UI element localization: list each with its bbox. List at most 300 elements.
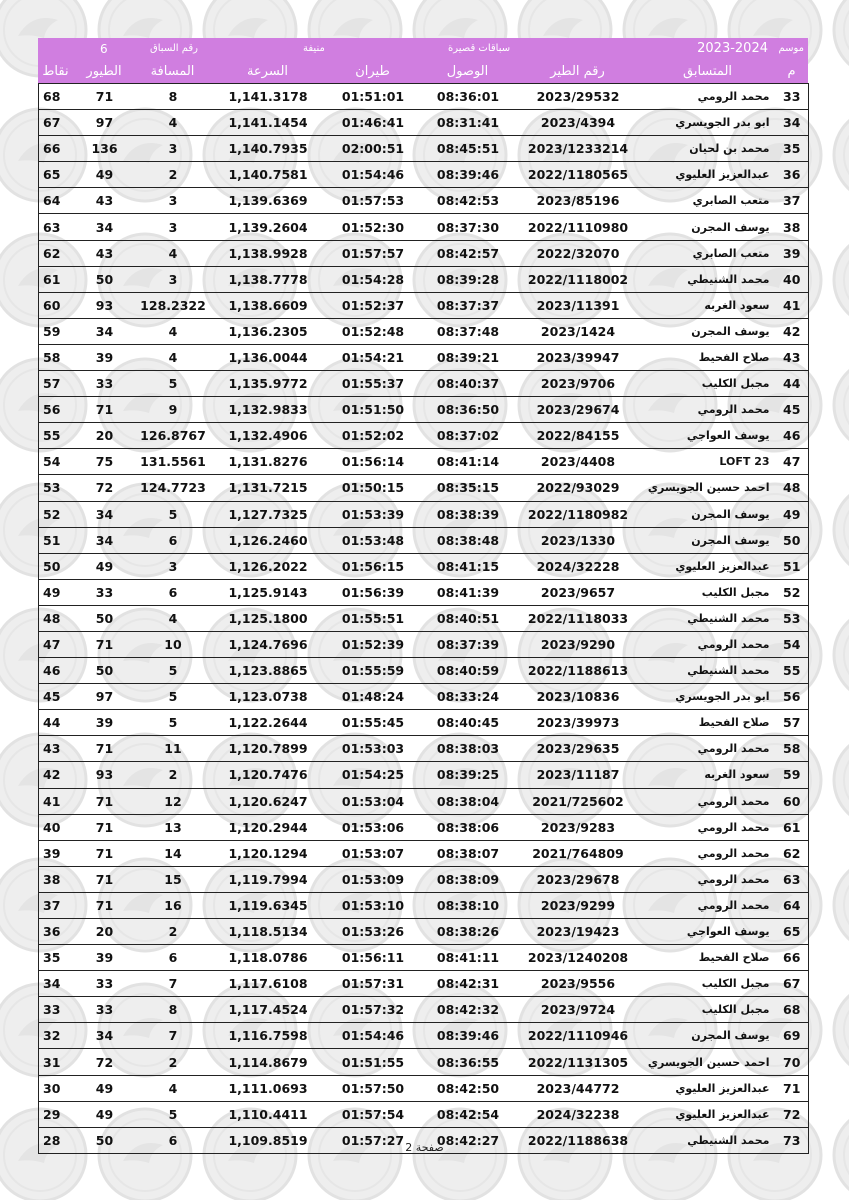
distance-cell: 3 xyxy=(136,136,211,162)
distance-cell: 12 xyxy=(136,788,211,814)
distance-cell: 2 xyxy=(136,1049,211,1075)
rank-cell: 72 xyxy=(776,1101,809,1127)
points-cell: 64 xyxy=(39,188,74,214)
competitor-cell: محمد الرومي xyxy=(641,892,776,918)
birds-cell: 33 xyxy=(74,371,136,397)
rank-cell: 61 xyxy=(776,814,809,840)
ring-number-cell: 2023/4394 xyxy=(516,110,641,136)
speed-cell: 1,125.9143 xyxy=(211,579,326,605)
distance-cell: 5 xyxy=(136,1101,211,1127)
race-type: سباقات قصيرة xyxy=(448,43,511,54)
table-row xyxy=(39,1101,809,1127)
rank-cell: 41 xyxy=(776,292,809,318)
table-row xyxy=(39,475,809,501)
points-cell: 68 xyxy=(39,84,74,110)
ring-number-cell: 2023/44772 xyxy=(516,1075,641,1101)
arrival-cell: 08:36:50 xyxy=(421,397,516,423)
ring-number-cell: 2022/1118033 xyxy=(516,605,641,631)
race-number: 6 xyxy=(100,42,108,56)
points-cell: 49 xyxy=(39,579,74,605)
competitor-cell: يوسف المجرن xyxy=(641,214,776,240)
col-header-flight: طيران xyxy=(355,64,390,79)
ring-number-cell: 2023/10836 xyxy=(516,684,641,710)
birds-cell: 71 xyxy=(74,788,136,814)
arrival-cell: 08:38:09 xyxy=(421,866,516,892)
arrival-cell: 08:40:51 xyxy=(421,605,516,631)
col-header-ring: رقم الطير xyxy=(550,64,605,79)
flight-time-cell: 01:55:45 xyxy=(326,710,421,736)
arrival-cell: 08:42:27 xyxy=(421,1127,516,1153)
competitor-cell: احمد حسين الجويسري xyxy=(641,475,776,501)
speed-cell: 1,120.7476 xyxy=(211,762,326,788)
table-row xyxy=(39,658,809,684)
distance-cell: 6 xyxy=(136,579,211,605)
distance-cell: 16 xyxy=(136,892,211,918)
speed-cell: 1,123.8865 xyxy=(211,658,326,684)
rank-cell: 71 xyxy=(776,1075,809,1101)
rank-cell: 62 xyxy=(776,840,809,866)
speed-cell: 1,119.6345 xyxy=(211,892,326,918)
speed-cell: 1,138.6609 xyxy=(211,292,326,318)
birds-cell: 33 xyxy=(74,997,136,1023)
table-row xyxy=(39,919,809,945)
location: منيفة xyxy=(303,43,325,54)
ring-number-cell: 2023/9299 xyxy=(516,892,641,918)
distance-cell: 8 xyxy=(136,997,211,1023)
col-header-idx: م xyxy=(787,64,796,79)
rank-cell: 42 xyxy=(776,318,809,344)
col-header-speed: السرعة xyxy=(246,64,289,79)
table-row xyxy=(39,762,809,788)
ring-number-cell: 2023/85196 xyxy=(516,188,641,214)
results-body xyxy=(39,84,809,1154)
flight-time-cell: 01:52:02 xyxy=(326,423,421,449)
speed-cell: 1,127.7325 xyxy=(211,501,326,527)
competitor-cell: يوسف المجرن xyxy=(641,1023,776,1049)
birds-cell: 20 xyxy=(74,919,136,945)
competitor-cell: سعود الغربه xyxy=(641,762,776,788)
arrival-cell: 08:38:48 xyxy=(421,527,516,553)
table-row xyxy=(39,579,809,605)
speed-cell: 1,109.8519 xyxy=(211,1127,326,1153)
season-value: 2023-2024 xyxy=(697,41,768,56)
results-table xyxy=(38,83,809,1154)
speed-cell: 1,116.7598 xyxy=(211,1023,326,1049)
distance-cell: 5 xyxy=(136,501,211,527)
speed-cell: 1,136.0044 xyxy=(211,344,326,370)
birds-cell: 50 xyxy=(74,1127,136,1153)
table-row xyxy=(39,527,809,553)
birds-cell: 34 xyxy=(74,214,136,240)
distance-cell: 2 xyxy=(136,162,211,188)
competitor-cell: صلاح الفحيط xyxy=(641,344,776,370)
points-cell: 61 xyxy=(39,266,74,292)
rank-cell: 46 xyxy=(776,423,809,449)
competitor-cell: مجبل الكليب xyxy=(641,997,776,1023)
arrival-cell: 08:38:06 xyxy=(421,814,516,840)
distance-cell: 4 xyxy=(136,605,211,631)
page-number: صفحة 2 xyxy=(405,1141,444,1154)
competitor-cell: محمد الرومي xyxy=(641,397,776,423)
flight-time-cell: 01:53:04 xyxy=(326,788,421,814)
birds-cell: 71 xyxy=(74,866,136,892)
flight-time-cell: 01:54:46 xyxy=(326,162,421,188)
table-row xyxy=(39,371,809,397)
speed-cell: 1,120.2944 xyxy=(211,814,326,840)
rank-cell: 38 xyxy=(776,214,809,240)
speed-cell: 1,141.3178 xyxy=(211,84,326,110)
birds-cell: 71 xyxy=(74,84,136,110)
arrival-cell: 08:45:51 xyxy=(421,136,516,162)
birds-cell: 34 xyxy=(74,318,136,344)
birds-cell: 49 xyxy=(74,162,136,188)
table-row xyxy=(39,1049,809,1075)
col-header-points: نقاط xyxy=(42,64,69,79)
arrival-cell: 08:42:57 xyxy=(421,240,516,266)
rank-cell: 56 xyxy=(776,684,809,710)
ring-number-cell: 2023/29532 xyxy=(516,84,641,110)
ring-number-cell: 2021/764809 xyxy=(516,840,641,866)
flight-time-cell: 01:57:27 xyxy=(326,1127,421,1153)
distance-cell: 5 xyxy=(136,684,211,710)
competitor-cell: متعب الصابري xyxy=(641,240,776,266)
table-row xyxy=(39,449,809,475)
birds-cell: 75 xyxy=(74,449,136,475)
arrival-cell: 08:37:30 xyxy=(421,214,516,240)
table-row xyxy=(39,136,809,162)
competitor-cell: متعب الصابري xyxy=(641,188,776,214)
arrival-cell: 08:31:41 xyxy=(421,110,516,136)
arrival-cell: 08:38:07 xyxy=(421,840,516,866)
competitor-cell: عبدالعزيز العليوي xyxy=(641,1075,776,1101)
birds-cell: 97 xyxy=(74,684,136,710)
points-cell: 41 xyxy=(39,788,74,814)
points-cell: 66 xyxy=(39,136,74,162)
flight-time-cell: 01:57:53 xyxy=(326,188,421,214)
competitor-cell: ابو بدر الجويسري xyxy=(641,110,776,136)
flight-time-cell: 01:57:32 xyxy=(326,997,421,1023)
speed-cell: 1,139.6369 xyxy=(211,188,326,214)
birds-cell: 50 xyxy=(74,266,136,292)
table-row xyxy=(39,162,809,188)
flight-time-cell: 01:55:37 xyxy=(326,371,421,397)
ring-number-cell: 2023/9556 xyxy=(516,971,641,997)
birds-cell: 39 xyxy=(74,710,136,736)
speed-cell: 1,114.8679 xyxy=(211,1049,326,1075)
flight-time-cell: 01:52:37 xyxy=(326,292,421,318)
table-row xyxy=(39,553,809,579)
birds-cell: 72 xyxy=(74,475,136,501)
arrival-cell: 08:37:02 xyxy=(421,423,516,449)
speed-cell: 1,126.2460 xyxy=(211,527,326,553)
birds-cell: 71 xyxy=(74,736,136,762)
table-row xyxy=(39,84,809,110)
table-row xyxy=(39,814,809,840)
rank-cell: 60 xyxy=(776,788,809,814)
table-row xyxy=(39,736,809,762)
flight-time-cell: 01:57:50 xyxy=(326,1075,421,1101)
points-cell: 50 xyxy=(39,553,74,579)
ring-number-cell: 2022/1188638 xyxy=(516,1127,641,1153)
ring-number-cell: 2023/9724 xyxy=(516,997,641,1023)
arrival-cell: 08:42:31 xyxy=(421,971,516,997)
birds-cell: 43 xyxy=(74,188,136,214)
distance-cell: 14 xyxy=(136,840,211,866)
flight-time-cell: 01:53:48 xyxy=(326,527,421,553)
table-row xyxy=(39,945,809,971)
flight-time-cell: 01:57:54 xyxy=(326,1101,421,1127)
flight-time-cell: 01:56:11 xyxy=(326,945,421,971)
birds-cell: 72 xyxy=(74,1049,136,1075)
rank-cell: 59 xyxy=(776,762,809,788)
flight-time-cell: 01:52:30 xyxy=(326,214,421,240)
points-cell: 48 xyxy=(39,605,74,631)
ring-number-cell: 2022/32070 xyxy=(516,240,641,266)
distance-cell: 6 xyxy=(136,1127,211,1153)
points-cell: 28 xyxy=(39,1127,74,1153)
arrival-cell: 08:39:25 xyxy=(421,762,516,788)
rank-cell: 55 xyxy=(776,658,809,684)
distance-cell: 7 xyxy=(136,1023,211,1049)
competitor-cell: ابو بدر الجويسري xyxy=(641,684,776,710)
competitor-cell: احمد حسين الجويسري xyxy=(641,1049,776,1075)
header-info-row xyxy=(38,38,808,60)
flight-time-cell: 01:53:07 xyxy=(326,840,421,866)
speed-cell: 1,119.7994 xyxy=(211,866,326,892)
flight-time-cell: 01:56:15 xyxy=(326,553,421,579)
rank-cell: 34 xyxy=(776,110,809,136)
points-cell: 40 xyxy=(39,814,74,840)
arrival-cell: 08:38:39 xyxy=(421,501,516,527)
speed-cell: 1,135.9772 xyxy=(211,371,326,397)
arrival-cell: 08:38:03 xyxy=(421,736,516,762)
points-cell: 63 xyxy=(39,214,74,240)
birds-cell: 71 xyxy=(74,397,136,423)
arrival-cell: 08:36:55 xyxy=(421,1049,516,1075)
rank-cell: 47 xyxy=(776,449,809,475)
distance-cell: 4 xyxy=(136,110,211,136)
ring-number-cell: 2022/1180565 xyxy=(516,162,641,188)
distance-cell: 9 xyxy=(136,397,211,423)
table-row xyxy=(39,344,809,370)
flight-time-cell: 01:56:39 xyxy=(326,579,421,605)
table-row xyxy=(39,684,809,710)
distance-cell: 11 xyxy=(136,736,211,762)
points-cell: 29 xyxy=(39,1101,74,1127)
competitor-cell: محمد الرومي xyxy=(641,631,776,657)
points-cell: 56 xyxy=(39,397,74,423)
distance-cell: 3 xyxy=(136,214,211,240)
arrival-cell: 08:33:24 xyxy=(421,684,516,710)
arrival-cell: 08:38:04 xyxy=(421,788,516,814)
speed-cell: 1,138.9928 xyxy=(211,240,326,266)
rank-cell: 36 xyxy=(776,162,809,188)
table-row xyxy=(39,1075,809,1101)
col-header-name: المتسابق xyxy=(682,64,733,79)
birds-cell: 33 xyxy=(74,579,136,605)
table-row xyxy=(39,214,809,240)
distance-cell: 2 xyxy=(136,762,211,788)
flight-time-cell: 01:51:50 xyxy=(326,397,421,423)
distance-cell: 3 xyxy=(136,553,211,579)
speed-cell: 1,118.0786 xyxy=(211,945,326,971)
ring-number-cell: 2022/84155 xyxy=(516,423,641,449)
speed-cell: 1,132.9833 xyxy=(211,397,326,423)
arrival-cell: 08:36:01 xyxy=(421,84,516,110)
arrival-cell: 08:40:45 xyxy=(421,710,516,736)
birds-cell: 39 xyxy=(74,344,136,370)
rank-cell: 43 xyxy=(776,344,809,370)
arrival-cell: 08:41:15 xyxy=(421,553,516,579)
birds-cell: 49 xyxy=(74,1101,136,1127)
table-row xyxy=(39,971,809,997)
rank-cell: 67 xyxy=(776,971,809,997)
table-row xyxy=(39,397,809,423)
flight-time-cell: 01:54:25 xyxy=(326,762,421,788)
arrival-cell: 08:35:15 xyxy=(421,475,516,501)
competitor-cell: محمد الرومي xyxy=(641,788,776,814)
distance-cell: 15 xyxy=(136,866,211,892)
rank-cell: 69 xyxy=(776,1023,809,1049)
points-cell: 32 xyxy=(39,1023,74,1049)
ring-number-cell: 2024/32228 xyxy=(516,553,641,579)
arrival-cell: 08:37:39 xyxy=(421,631,516,657)
table-row xyxy=(39,997,809,1023)
ring-number-cell: 2023/1240208 xyxy=(516,945,641,971)
table-row xyxy=(39,423,809,449)
ring-number-cell: 2023/9657 xyxy=(516,579,641,605)
rank-cell: 52 xyxy=(776,579,809,605)
table-row xyxy=(39,292,809,318)
flight-time-cell: 01:55:51 xyxy=(326,605,421,631)
ring-number-cell: 2024/32238 xyxy=(516,1101,641,1127)
ring-number-cell: 2022/1110946 xyxy=(516,1023,641,1049)
distance-cell: 6 xyxy=(136,945,211,971)
points-cell: 59 xyxy=(39,318,74,344)
competitor-cell: يوسف العواجي xyxy=(641,919,776,945)
ring-number-cell: 2023/19423 xyxy=(516,919,641,945)
speed-cell: 1,139.2604 xyxy=(211,214,326,240)
speed-cell: 1,120.6247 xyxy=(211,788,326,814)
table-row xyxy=(39,840,809,866)
ring-number-cell: 2023/11187 xyxy=(516,762,641,788)
competitor-cell: محمد الرومي xyxy=(641,84,776,110)
arrival-cell: 08:42:54 xyxy=(421,1101,516,1127)
rank-cell: 64 xyxy=(776,892,809,918)
competitor-cell: عبدالعزيز العليوي xyxy=(641,1101,776,1127)
table-row xyxy=(39,110,809,136)
arrival-cell: 08:42:50 xyxy=(421,1075,516,1101)
rank-cell: 54 xyxy=(776,631,809,657)
rank-cell: 68 xyxy=(776,997,809,1023)
distance-cell: 4 xyxy=(136,1075,211,1101)
distance-cell: 8 xyxy=(136,84,211,110)
ring-number-cell: 2023/29674 xyxy=(516,397,641,423)
table-row xyxy=(39,788,809,814)
rank-cell: 70 xyxy=(776,1049,809,1075)
points-cell: 67 xyxy=(39,110,74,136)
points-cell: 52 xyxy=(39,501,74,527)
flight-time-cell: 01:53:06 xyxy=(326,814,421,840)
speed-cell: 1,123.0738 xyxy=(211,684,326,710)
speed-cell: 1,136.2305 xyxy=(211,318,326,344)
rank-cell: 33 xyxy=(776,84,809,110)
competitor-cell: LOFT 23 xyxy=(641,449,776,475)
birds-cell: 93 xyxy=(74,762,136,788)
table-row xyxy=(39,240,809,266)
competitor-cell: محمد بن لحيان xyxy=(641,136,776,162)
rank-cell: 49 xyxy=(776,501,809,527)
competitor-cell: محمد الشنيطي xyxy=(641,266,776,292)
birds-cell: 50 xyxy=(74,658,136,684)
table-header xyxy=(38,38,808,83)
competitor-cell: محمد الرومي xyxy=(641,866,776,892)
points-cell: 60 xyxy=(39,292,74,318)
points-cell: 42 xyxy=(39,762,74,788)
flight-time-cell: 01:57:57 xyxy=(326,240,421,266)
speed-cell: 1,118.5134 xyxy=(211,919,326,945)
competitor-cell: محمد الشنيطي xyxy=(641,605,776,631)
arrival-cell: 08:39:46 xyxy=(421,1023,516,1049)
arrival-cell: 08:37:48 xyxy=(421,318,516,344)
points-cell: 53 xyxy=(39,475,74,501)
table-row xyxy=(39,631,809,657)
ring-number-cell: 2023/1330 xyxy=(516,527,641,553)
competitor-cell: صلاح الفحيط xyxy=(641,710,776,736)
ring-number-cell: 2023/11391 xyxy=(516,292,641,318)
competitor-cell: محمد الرومي xyxy=(641,814,776,840)
rank-cell: 73 xyxy=(776,1127,809,1153)
speed-cell: 1,120.7899 xyxy=(211,736,326,762)
birds-cell: 34 xyxy=(74,501,136,527)
arrival-cell: 08:41:14 xyxy=(421,449,516,475)
flight-time-cell: 01:48:24 xyxy=(326,684,421,710)
distance-cell: 2 xyxy=(136,919,211,945)
rank-cell: 66 xyxy=(776,945,809,971)
table-row xyxy=(39,710,809,736)
arrival-cell: 08:39:21 xyxy=(421,344,516,370)
arrival-cell: 08:37:37 xyxy=(421,292,516,318)
ring-number-cell: 2023/4408 xyxy=(516,449,641,475)
rank-cell: 50 xyxy=(776,527,809,553)
competitor-cell: مجبل الكليب xyxy=(641,971,776,997)
flight-time-cell: 01:50:15 xyxy=(326,475,421,501)
column-headers xyxy=(38,60,808,83)
competitor-cell: محمد الرومي xyxy=(641,736,776,762)
competitor-cell: يوسف المجرن xyxy=(641,501,776,527)
distance-cell: 5 xyxy=(136,710,211,736)
birds-cell: 39 xyxy=(74,945,136,971)
points-cell: 34 xyxy=(39,971,74,997)
distance-cell: 5 xyxy=(136,658,211,684)
flight-time-cell: 01:57:31 xyxy=(326,971,421,997)
ring-number-cell: 2023/9283 xyxy=(516,814,641,840)
speed-cell: 1,126.2022 xyxy=(211,553,326,579)
flight-time-cell: 01:53:03 xyxy=(326,736,421,762)
col-header-birds: الطيور xyxy=(86,64,122,79)
competitor-cell: عبدالعزيز العليوي xyxy=(641,162,776,188)
flight-time-cell: 01:54:21 xyxy=(326,344,421,370)
birds-cell: 71 xyxy=(74,892,136,918)
points-cell: 39 xyxy=(39,840,74,866)
flight-time-cell: 01:52:39 xyxy=(326,631,421,657)
birds-cell: 49 xyxy=(74,1075,136,1101)
rank-cell: 53 xyxy=(776,605,809,631)
rank-cell: 45 xyxy=(776,397,809,423)
rank-cell: 44 xyxy=(776,371,809,397)
table-row xyxy=(39,318,809,344)
ring-number-cell: 2023/39947 xyxy=(516,344,641,370)
